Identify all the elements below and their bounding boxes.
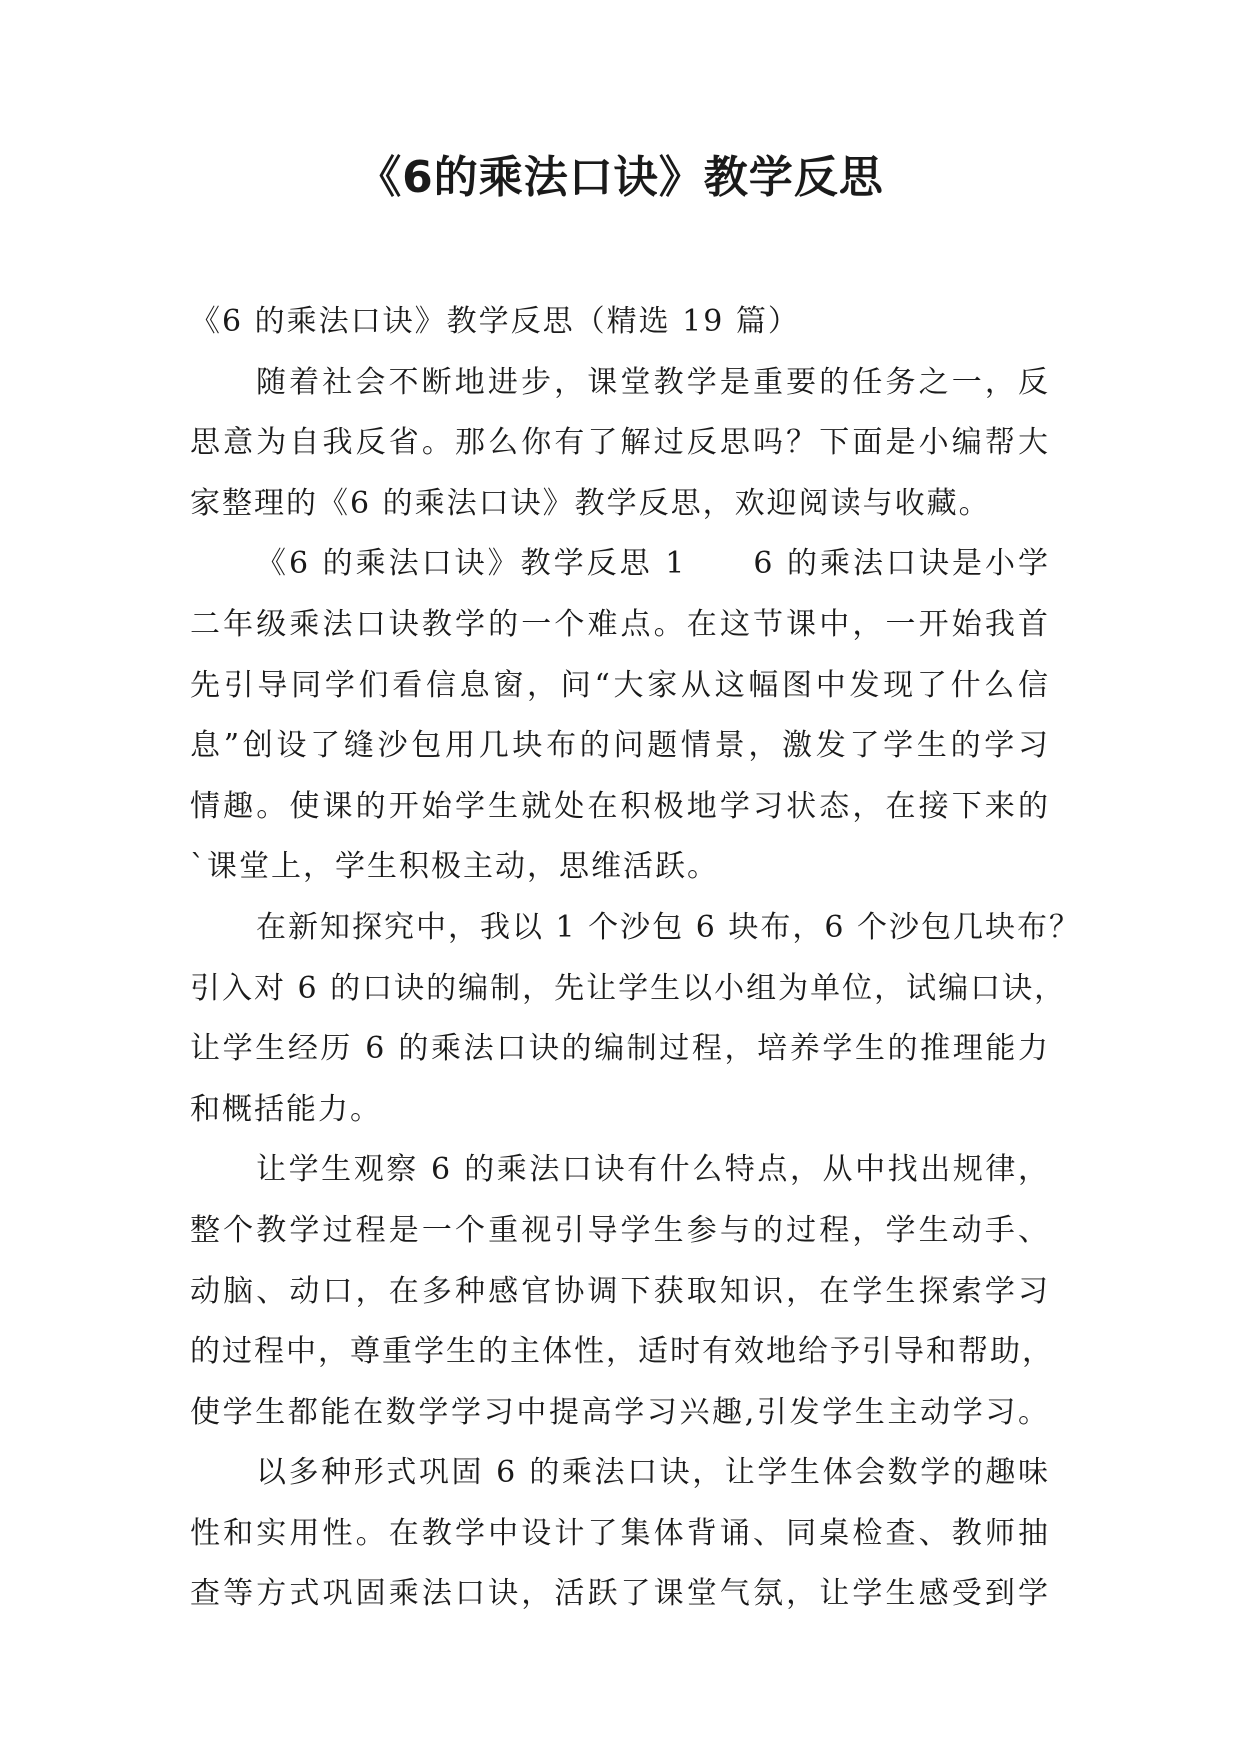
text-line: 情趣。使课的开始学生就处在积极地学习状态，在接下来的 [190, 788, 1050, 824]
text-line: 性和实用性。在教学中设计了集体背诵、同桌检查、教师抽 [190, 1515, 1050, 1551]
text-line: 和概括能力。 [190, 1091, 382, 1127]
text-line: 让学生经历 6 的乘法口诀的编制过程，培养学生的推理能力 [190, 1031, 1050, 1067]
text-line: 以多种形式巩固 6 的乘法口诀，让学生体会数学的趣味 [256, 1455, 1050, 1491]
text-line: 先引导同学们看信息窗，问“大家从这幅图中发现了什么信 [190, 667, 1050, 703]
text-line: 在新知探究中，我以 1 个沙包 6 块布，6 个沙包几块布？ [256, 909, 1081, 945]
text-line: 息”创设了缝沙包用几块布的问题情景，激发了学生的学习 [190, 728, 1050, 764]
text-line: 动脑、动口，在多种感官协调下获取知识，在学生探索学习 [190, 1273, 1050, 1309]
text-line: 思意为自我反省。那么你有了解过反思吗？下面是小编帮大 [190, 425, 1050, 461]
text-line: 二年级乘法口诀教学的一个难点。在这节课中，一开始我首 [190, 606, 1050, 642]
text-line: 《6 的乘法口诀》教学反思 1 6 的乘法口诀是小学 [256, 546, 1050, 582]
text-line: 家整理的《6 的乘法口诀》教学反思，欢迎阅读与收藏。 [190, 485, 991, 521]
text-line: 让学生观察 6 的乘法口诀有什么特点，从中找出规律， [256, 1152, 1050, 1188]
text-line: `课堂上，学生积极主动，思维活跃。 [190, 849, 719, 885]
text-line: 的过程中，尊重学生的主体性，适时有效地给予引导和帮助， [190, 1334, 1054, 1370]
text-line: 使学生都能在数学学习中提高学习兴趣,引发学生主动学习。 [190, 1394, 1050, 1430]
text-line: 随着社会不断地进步，课堂教学是重要的任务之一，反 [256, 364, 1050, 400]
text-line: 引入对 6 的口诀的编制，先让学生以小组为单位，试编口诀， [190, 970, 1067, 1006]
text-line: 《6 的乘法口诀》教学反思（精选 19 篇） [190, 304, 800, 339]
document-title: 《6的乘法口诀》教学反思 [357, 152, 884, 203]
document-body [190, 292, 1081, 1625]
text-line: 查等方式巩固乘法口诀，活跃了课堂气氛，让学生感受到学 [190, 1576, 1050, 1612]
text-line: 整个教学过程是一个重视引导学生参与的过程，学生动手、 [190, 1212, 1050, 1248]
